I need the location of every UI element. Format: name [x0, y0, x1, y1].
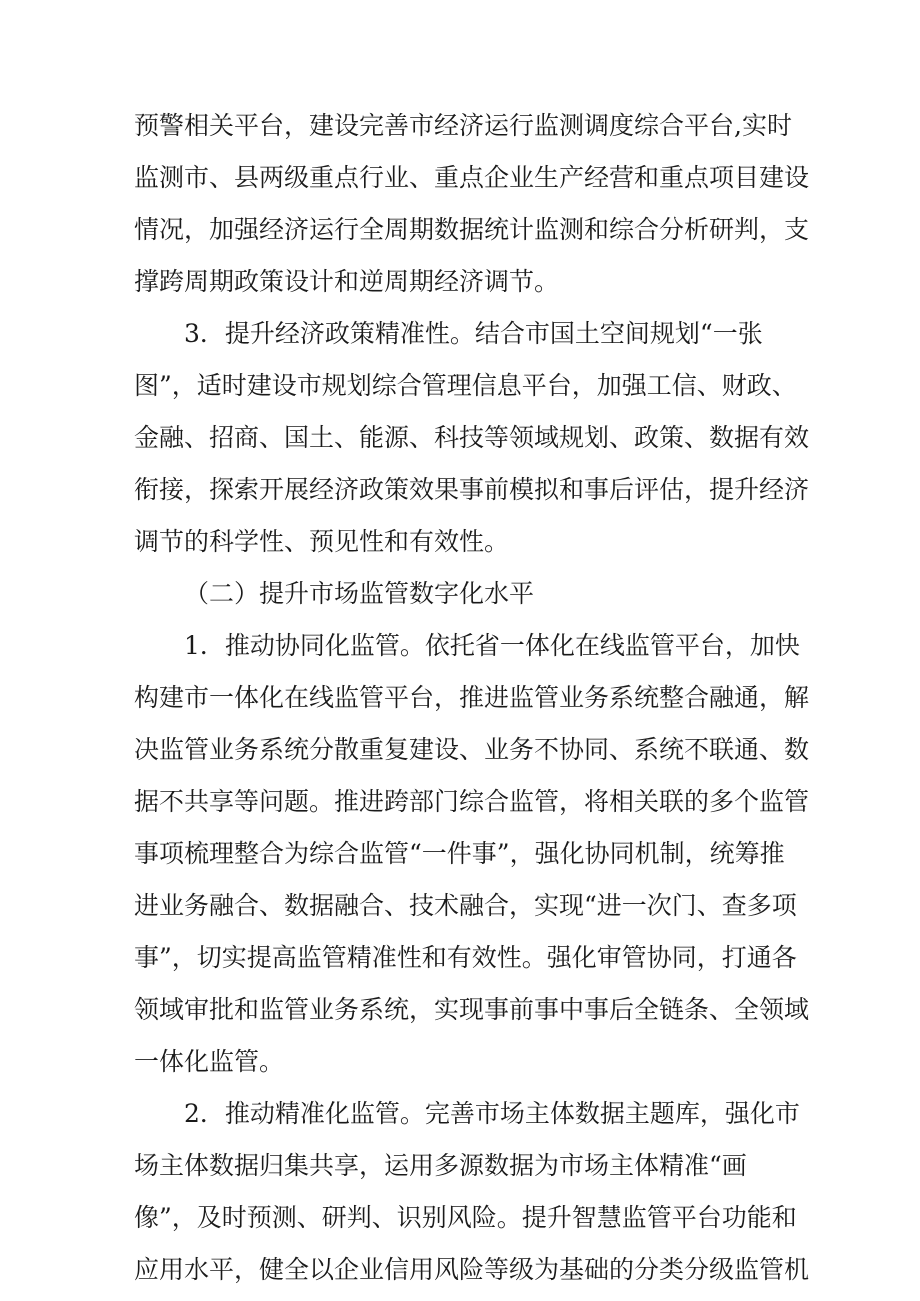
text-line: 构建市一体化在线监管平台，推进监管业务系统整合融通，解: [134, 683, 810, 712]
text-line: 情况，加强经济运行全周期数据统计监测和综合分析研判，支: [134, 215, 810, 244]
text-line: 应用水平，健全以企业信用风险等级为基础的分类分级监管机: [134, 1255, 810, 1284]
text-line: 2．推动精准化监管。完善市场主体数据主题库，强化市: [184, 1099, 800, 1128]
text-line: 1．推动协同化监管。依托省一体化在线监管平台，加快: [184, 631, 800, 660]
text-line: 场主体数据归集共享，运用多源数据为市场主体精准“画: [134, 1151, 747, 1180]
text-line: 3．提升经济政策精准性。结合市国土空间规划“一张: [184, 319, 763, 348]
text-line: 事项梳理整合为综合监管“一件事”，强化协同机制，统筹推: [134, 839, 785, 868]
text-line: 金融、招商、国土、能源、科技等领域规划、政策、数据有效: [134, 423, 810, 452]
text-line: 预警相关平台，建设完善市经济运行监测调度综合平台,实时: [134, 111, 792, 140]
text-line: 像”，及时预测、研判、识别风险。提升智慧监管平台功能和: [134, 1203, 797, 1232]
text-line: 衔接，探索开展经济政策效果事前模拟和事后评估，提升经济: [134, 475, 810, 504]
text-line: 监测市、县两级重点行业、重点企业生产经营和重点项目建设: [134, 163, 810, 192]
text-line: 一体化监管。: [134, 1047, 285, 1076]
text-line: 调节的科学性、预见性和有效性。: [134, 527, 510, 556]
text-line: 进业务融合、数据融合、技术融合，实现“进一次门、查多项: [134, 891, 797, 920]
text-line: 撑跨周期政策设计和逆周期经济调节。: [134, 267, 560, 296]
text-line: 据不共享等问题。推进跨部门综合监管，将相关联的多个监管: [134, 787, 810, 816]
text-line: 决监管业务系统分散重复建设、业务不协同、系统不联通、数: [134, 735, 810, 764]
text-line: 领域审批和监管业务系统，实现事前事中事后全链条、全领域: [134, 995, 810, 1024]
text-line: 图”，适时建设市规划综合管理信息平台，加强工信、财政、: [134, 371, 797, 400]
section-heading: （二）提升市场监管数字化水平: [184, 579, 535, 608]
text-line: 事”，切实提高监管精准性和有效性。强化审管协同，打通各: [134, 943, 797, 972]
